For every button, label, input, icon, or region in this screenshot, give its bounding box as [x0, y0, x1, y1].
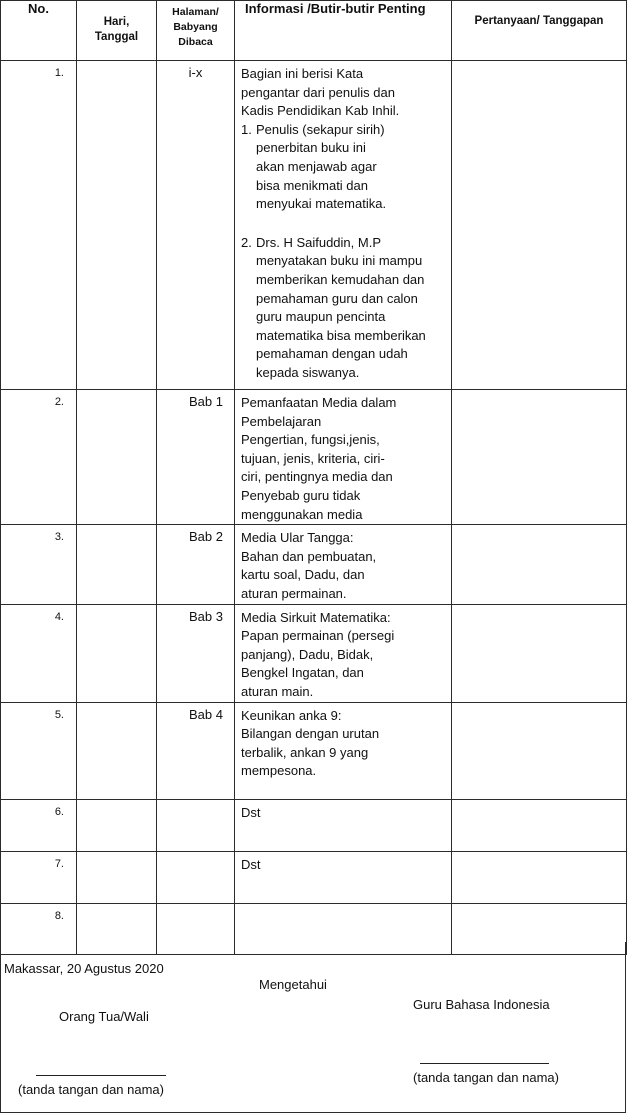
text-line: Pemanfaatan Media dalam [241, 395, 397, 410]
info-cell [235, 799, 452, 851]
day-date-cell [77, 604, 157, 702]
text-line: menyukai matematika. [256, 196, 387, 212]
text-line: Pembelajaran [241, 413, 322, 429]
parent-label: Orang Tua/Wali [59, 1009, 149, 1024]
text-line: kepada siswanya. [256, 364, 360, 380]
text-line: Pengertian, fungsi,jenis, [241, 432, 380, 448]
text-line: Penyebab guru tidak [241, 487, 361, 503]
table-row [1, 390, 627, 525]
text-line: Papan permainan (persegi [241, 628, 395, 644]
header-response: Pertanyaan/ Tanggapan [452, 1, 627, 61]
text-line: Kadis Pendidikan Kab Inhil. [241, 103, 400, 119]
table-row [1, 851, 627, 903]
list-item-number: 1. [241, 121, 252, 137]
text-line: Bahan dan pembuatan, [241, 548, 377, 564]
pages-cell [157, 851, 235, 903]
table-row [1, 525, 627, 604]
header-info: Informasi /Butir-butir Penting [235, 1, 452, 61]
signature-line-right[interactable] [420, 1063, 549, 1064]
day-date-cell [77, 851, 157, 903]
signature-caption-right: (tanda tangan dan nama) [413, 1070, 559, 1085]
day-date-cell [77, 525, 157, 604]
text-line: Dst [241, 804, 261, 820]
text-line: memberikan kemudahan dan [256, 271, 425, 287]
table-row [1, 61, 627, 390]
header-pages-read [157, 1, 235, 61]
text-line: terbalik, ankan 9 yang [241, 744, 369, 760]
response-cell [452, 851, 627, 903]
text-line: Bengkel Ingatan, dan [241, 665, 364, 681]
text-line: guru maupun pencinta [256, 309, 386, 325]
text-line: aturan main. [241, 683, 314, 699]
table-row [1, 702, 627, 799]
text-line: Tanggal [94, 31, 139, 43]
text-line: tujuan, jenis, kriteria, ciri- [241, 450, 385, 466]
text-line: mempesona. [241, 763, 317, 779]
text-line: Media Ular Tangga: [241, 530, 354, 546]
signature-section [0, 942, 626, 1113]
text-line: pengantar dari penulis dan [241, 84, 395, 100]
signature-caption-left: (tanda tangan dan nama) [18, 1082, 164, 1097]
pages-cell: Bab 2 [157, 525, 235, 604]
text-line: Halaman/ [172, 6, 219, 18]
pages-cell: Bab 4 [157, 702, 235, 799]
response-cell [452, 525, 627, 604]
text-line: ciri, pentingnya media dan [241, 469, 393, 485]
text-line: Bilangan dengan urutan [241, 726, 380, 742]
text-line: Drs. H Saifuddin, M.P [256, 234, 381, 250]
header-day-date [77, 1, 157, 61]
text-line: Dibaca [178, 36, 213, 48]
text-line: panjang), Dadu, Bidak, [241, 646, 374, 662]
list-item-text [256, 234, 426, 383]
text-line: kartu soal, Dadu, dan [241, 567, 365, 583]
pages-cell: Bab 3 [157, 604, 235, 702]
response-cell [452, 702, 627, 799]
acknowledged-label: Mengetahui [259, 977, 327, 992]
text-line: Hari, [103, 16, 130, 28]
signature-line-left[interactable] [36, 1075, 166, 1076]
text-line: aturan permainan. [241, 585, 347, 601]
pages-cell: i-x [157, 61, 235, 390]
text-line: Media Sirkuit Matematika: [241, 609, 391, 625]
text-line: menggunakan media [241, 506, 363, 522]
text-line: pemahaman dengan udah [256, 346, 408, 362]
pages-cell [157, 799, 235, 851]
day-date-cell [77, 61, 157, 390]
list-item [241, 234, 447, 383]
text-line: akan menjawab agar [256, 158, 377, 174]
info-cell [235, 61, 452, 390]
text-line: Babyang [173, 21, 218, 33]
row-number: 7. [1, 851, 77, 903]
text-line: menyatakan buku ini mampu [256, 253, 423, 269]
row-number: 8. [1, 903, 77, 954]
day-date-cell [77, 799, 157, 851]
info-cell [235, 851, 452, 903]
info-intro [241, 65, 447, 121]
text-line: penerbitan buku ini [256, 140, 366, 156]
text-line: Dst [241, 856, 261, 872]
row-number: 2. [1, 390, 77, 525]
info-cell [235, 390, 452, 525]
list-item-text [256, 121, 386, 214]
list-item-number: 2. [241, 234, 252, 250]
row-number: 1. [1, 61, 77, 390]
row-number: 4. [1, 604, 77, 702]
pages-cell: Bab 1 [157, 390, 235, 525]
table-row [1, 604, 627, 702]
text-line: Penulis (sekapur sirih) [256, 121, 385, 137]
response-cell [452, 61, 627, 390]
row-number: 6. [1, 799, 77, 851]
row-number: 3. [1, 525, 77, 604]
table-header-row [1, 1, 627, 61]
row-number: 5. [1, 702, 77, 799]
text-line: pemahaman guru dan calon [256, 290, 418, 306]
text-line: matematika bisa memberikan [256, 327, 426, 343]
place-date: Makassar, 20 Agustus 2020 [4, 961, 164, 976]
header-no: No. [1, 1, 77, 61]
info-cell [235, 525, 452, 604]
text-line: Keunikan anka 9: [241, 707, 342, 723]
table-row [1, 799, 627, 851]
teacher-label: Guru Bahasa Indonesia [413, 997, 550, 1012]
response-cell [452, 604, 627, 702]
list-item [241, 121, 447, 214]
day-date-cell [77, 702, 157, 799]
info-cell [235, 702, 452, 799]
text-line: bisa menikmati dan [256, 177, 368, 193]
response-cell [452, 799, 627, 851]
response-cell [452, 390, 627, 525]
text-line: Bagian ini berisi Kata [241, 66, 364, 81]
day-date-cell [77, 390, 157, 525]
info-cell [235, 604, 452, 702]
